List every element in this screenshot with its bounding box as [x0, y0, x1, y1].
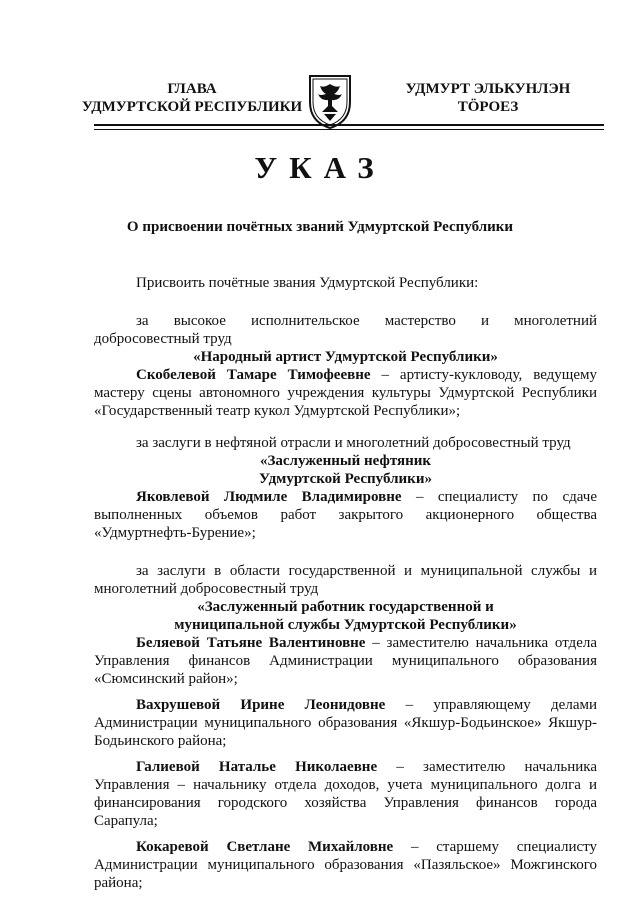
- header-divider-thin: [94, 129, 604, 130]
- coat-of-arms-emblem-icon: [306, 72, 354, 130]
- award-entry: [94, 696, 597, 750]
- honorary-title-line1: «Заслуженный работник государственной и: [197, 599, 494, 615]
- document-body: [94, 274, 597, 892]
- header-left-line1: ГЛАВА: [167, 81, 217, 97]
- recipient-position: – управляющему делами Администрации муниципального образования «Якшур-Бодьинское» Якшур-Бодьинского района;: [94, 697, 597, 749]
- recipient-position: – артисту-кукловоду, ведущему мастеру сцены автономного учреждения культуры Удмуртской Республики «Государственный театр кукол Удмуртской Республики»;: [94, 367, 597, 419]
- honorary-title-line2: муниципальной службы Удмуртской Республики»: [174, 617, 517, 633]
- recipient-name: Скобелевой Тамаре Тимофеевне: [136, 367, 371, 383]
- recipient-name: Беляевой Татьяне Валентиновне: [136, 635, 366, 651]
- document-title: УКАЗ: [254, 150, 386, 185]
- recipient-position: – старшему специалисту Администрации муниципального образования «Пазяльское» Можгинского района;: [94, 839, 597, 891]
- award-entry: [94, 758, 597, 830]
- recipient-name: Галиевой Наталье Николаевне: [136, 759, 378, 775]
- document-header: [0, 72, 640, 122]
- award-entry: [94, 366, 597, 420]
- honorary-title-line1: «Заслуженный нефтяник: [259, 453, 432, 469]
- section-basis: за заслуги в нефтяной отрасли и многолетний добросовестный труд: [136, 435, 571, 451]
- recipient-name: Яковлевой Людмиле Владимировне: [136, 489, 402, 505]
- header-right-title: [385, 80, 591, 116]
- section-basis: за заслуги в области государственной и муниципальной службы и многолетний добросовестный труд: [94, 563, 597, 597]
- award-entry: [94, 838, 597, 892]
- recipient-position: – специалисту по сдаче выполненных объемов работ закрытого акционерного общества «Удмуртнефть-Бурение»;: [94, 489, 597, 541]
- header-left-line2: УДМУРТСКОЙ РЕСПУБЛИКИ: [81, 99, 303, 115]
- recipient-position: – заместителю начальника отдела Управления финансов Администрации муниципального образования «Сюмсинский район»;: [94, 635, 597, 687]
- header-left-title: [74, 80, 310, 116]
- award-entry: [94, 634, 597, 688]
- intro-paragraph: Присвоить почётные звания Удмуртской Республики:: [136, 275, 479, 291]
- document-subject: О присвоении почётных званий Удмуртской Республики: [126, 219, 514, 235]
- section-basis: за высокое исполнительское мастерство и многолетний добросовестный труд: [94, 313, 597, 347]
- header-divider-thick: [94, 124, 604, 126]
- header-right-line1: УДМУРТ ЭЛЬКУНЛЭН: [405, 81, 571, 97]
- recipient-name: Вахрушевой Ирине Леонидовне: [136, 697, 386, 713]
- honorary-title-line2: Удмуртской Республики»: [259, 471, 432, 487]
- recipient-position: – заместителю начальника Управления – начальнику отдела доходов, учета муниципального долга и финансирования городского хозяйства Управления финансов города Сарапула;: [94, 759, 597, 829]
- recipient-name: Кокаревой Светлане Михайловне: [136, 839, 394, 855]
- header-right-line2: ТӦРОЕЗ: [457, 99, 519, 115]
- award-entry: [94, 488, 597, 542]
- honorary-title: «Народный артист Удмуртской Республики»: [193, 349, 498, 365]
